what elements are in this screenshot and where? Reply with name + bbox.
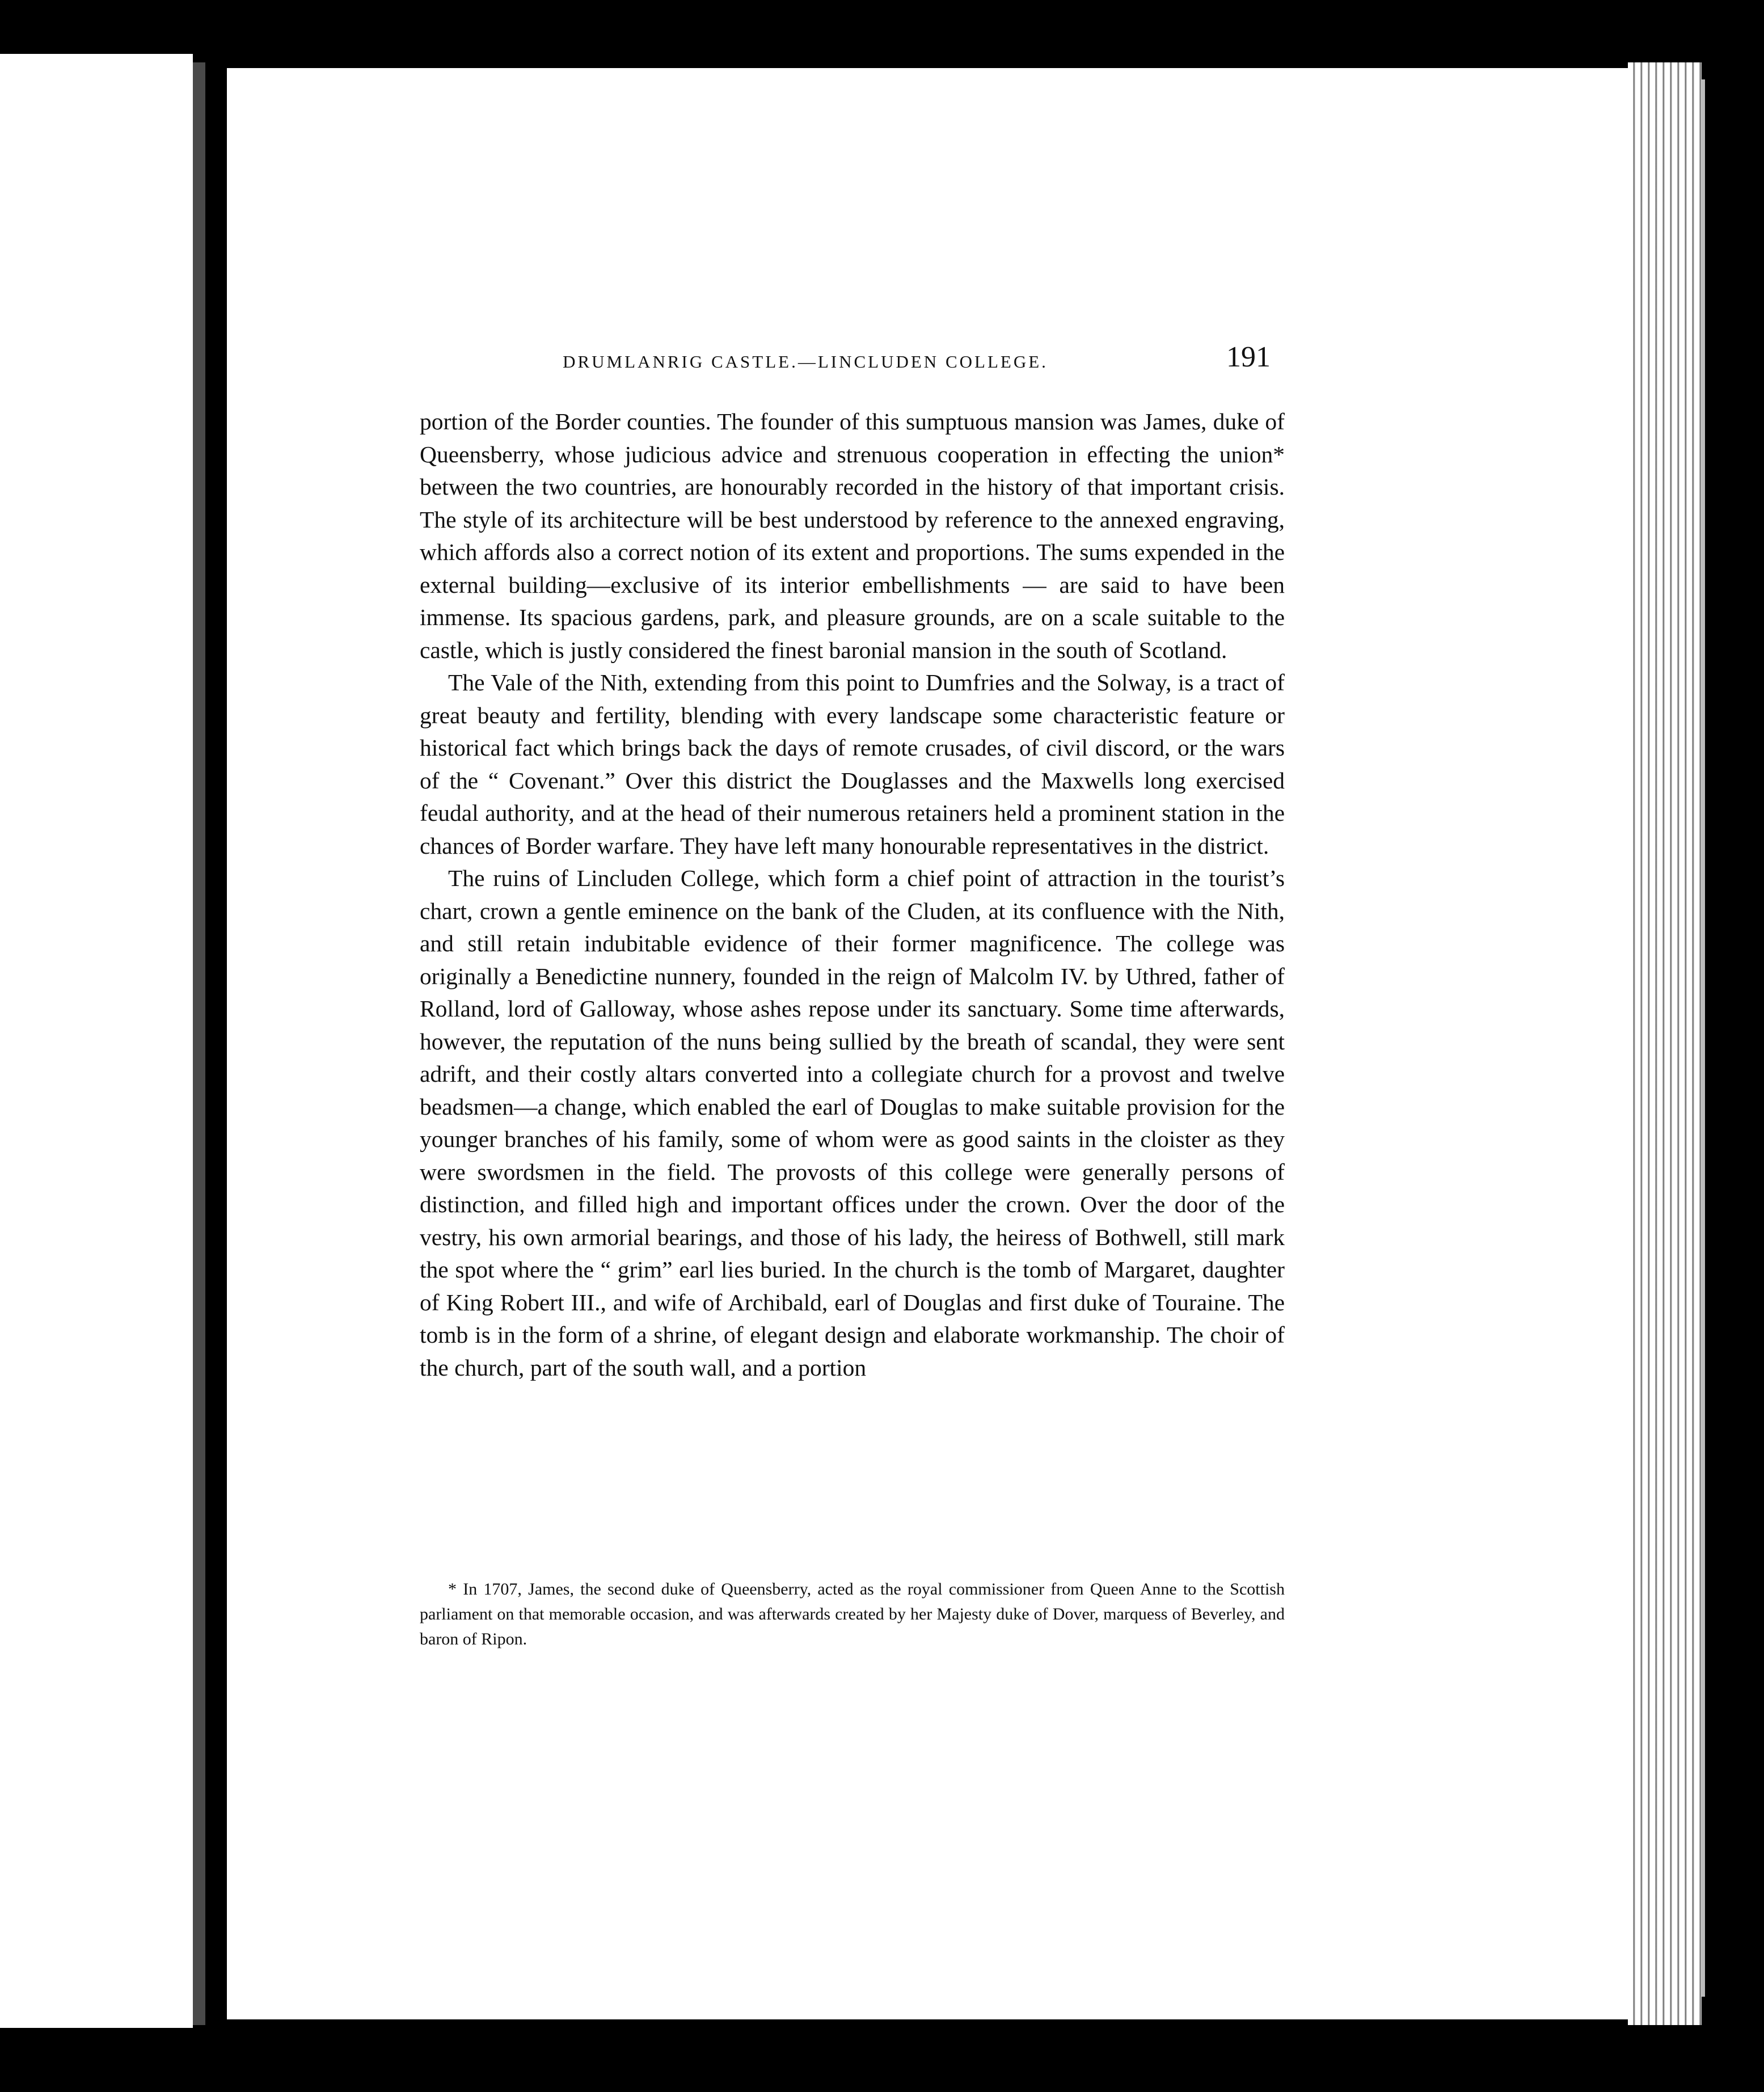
paragraph: The ruins of Lincluden College, which form a chief point of attraction in the tourist’s chart, crown a gentle eminence on the bank of the Cluden, at its confluence with the Nith, and still retain indubitable evidence of their former magnificence. The college was originally a Benedictine nunnery, founded in the reign of Malcolm IV. by Uthred, father of Rolland, lord of Galloway, whose ashes repose under its sanctuary. Some time afterwards, however, the reputation of the nuns being sullied by the breath of scandal, they were sent adrift, and their costly altars converted into a collegiate church for a provost and twelve beadsmen—a change, which enabled the earl of Douglas to make suitable provision for the younger branches of his family, some of whom were as good saints in the cloister as they were swordsmen in the field. The provosts of this college were generally persons of distinction, and filled high and important offices under the crown. Over the door of the vestry, his own armorial bearings, and those of his lady, the heiress of Bothwell, still mark the spot where the “ grim” earl lies buried. In the church is the tomb of Margaret, daughter of King Robert III., and wife of Archibald, earl of Douglas and first duke of Touraine. The tomb is in the form of a shrine, of elegant design and elaborate workmanship. The choir of the church, part of the south wall, and a portion <box>420 865 1285 1381</box>
body-text <box>420 406 1285 1384</box>
running-head: DRUMLANRIG CASTLE.—LINCLUDEN COLLEGE. <box>563 352 1048 372</box>
page-number: 191 <box>1226 341 1271 373</box>
page-edges-stack <box>1628 62 1702 2025</box>
footnote <box>420 1577 1285 1652</box>
paragraph: The Vale of the Nith, extending from this point to Dumfries and the Solway, is a tract of great beauty and fertility, blending with every landscape some characteristic feature or historical fact which brings back the days of remote crusades, of civil discord, or the wars of the “ Covenant.” Over this district the Douglasses and the Maxwells long exercised feudal authority, and at the head of their numerous retainers held a prominent station in the chances of Border warfare. They have left many honourable representatives in the district. <box>420 669 1285 859</box>
left-page-edge <box>0 54 193 2028</box>
footnote-text: * In 1707, James, the second duke of Queensberry, acted as the royal commissioner from Queen Anne to the Scottish parliament on that memorable occasion, and was afterwards created by her Majesty duke of Dover, marquess of Beverley, and baron of Ripon. <box>420 1580 1285 1648</box>
book-gutter-shadow <box>193 62 205 2025</box>
page-edges-shadow <box>1702 79 1705 1997</box>
paragraph: portion of the Border counties. The founder of this sumptuous mansion was James, duke of Queensberry, whose judicious advice and strenuous cooperation in effecting the union* between the two countries, are honourably recorded in the history of that important crisis. The style of its architecture will be best understood by reference to the annexed engraving, which affords also a correct notion of its extent and proportions. The sums expended in the external building—exclusive of its interior embellishments — are said to have been immense. Its spacious gardens, park, and pleasure grounds, are on a scale suitable to the castle, which is justly considered the finest baronial mansion in the south of Scotland. <box>420 408 1285 663</box>
